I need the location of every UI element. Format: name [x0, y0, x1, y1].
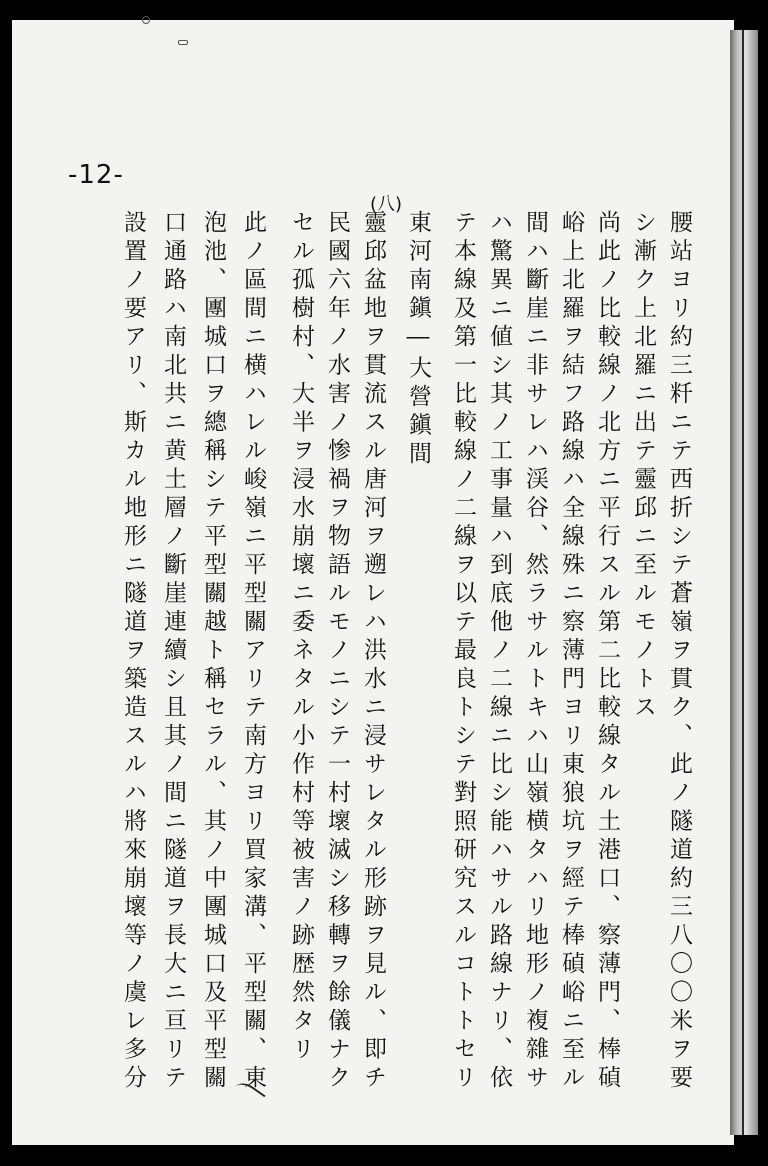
text-column-12: 此ノ區間ニ横ハレル峻嶺ニ平型關アリテ南方ヨリ買家溝、平型關、東: [240, 210, 266, 1094]
text-column-11: セル孤樹村、大半ヲ浸水崩壞ニ委ネタル小作村等被害ノ跡歴然タリ: [288, 210, 314, 1065]
text-column-13: 泡池、團城口ヲ總稱シテ平型關越ト稱セラル、其ノ中團城口及平型關: [200, 210, 226, 1094]
ink-spot-icon: [178, 40, 188, 45]
page-number: -12-: [68, 160, 124, 190]
text-column-1: 腰站ヨリ約三粁ニテ西折シテ蒼嶺ヲ貫ク、此ノ隧道約三八〇〇米ヲ要: [666, 210, 692, 1094]
text-column-14: 口通路ハ南北共ニ黄土層ノ斷崖連續シ且其ノ間ニ隧道ヲ長大ニ亘リテ: [160, 210, 186, 1094]
section-mark: (八): [370, 194, 403, 215]
text-column-6: ハ驚異ニ値シ其ノ工事量ハ到底他ノ二線ニ比シ能ハサル路線ナリ、依: [486, 210, 512, 1094]
text-column-3: 尚此ノ比較線ノ北方ニ平行スル第二比較線タル土港口、察薄門、棒碵: [594, 210, 620, 1094]
text-column-9: 靈邱盆地ヲ貫流スル唐河ヲ遡レハ洪水ニ浸サレタル形跡ヲ見ル、即チ: [360, 210, 386, 1094]
section-heading: 東河南鎭―大營鎭間: [405, 210, 431, 470]
book-spine: [730, 30, 758, 1135]
spine-edge: [742, 30, 744, 1135]
text-column-15: 設置ノ要アリ、斯カル地形ニ隧道ヲ築造スルハ將來崩壞等ノ虞レ多分: [120, 210, 146, 1094]
text-column-5: 間ハ斷崖ニ非サレハ渓谷、然ラサルトキハ山嶺横タハリ地形ノ複雜サ: [522, 210, 548, 1094]
text-column-7: テ本線及第一比較線ノ二線ヲ以テ最良トシテ對照研究スルコトトセリ: [450, 210, 476, 1094]
text-column-10: 民國六年ノ水害ノ惨禍ヲ物語ルモノニシテ一村壞滅シ移轉ヲ餘儀ナク: [324, 210, 350, 1094]
text-column-4: 峪上北羅ヲ結フ路線ハ全線殊ニ察薄門ヨリ東狼坑ヲ經テ棒碵峪ニ至ル: [558, 210, 584, 1094]
punch-hole-icon: [142, 16, 150, 24]
text-column-2: シ漸ク上北羅ニ出テ靈邱ニ至ルモノトス: [630, 210, 656, 723]
